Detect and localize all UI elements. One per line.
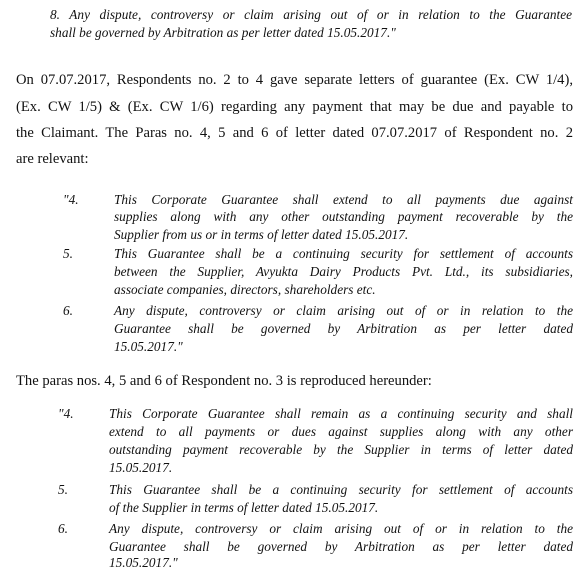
quote-line: shall be governed by Arbitration as per letter dated 15.05.2017." [50,25,396,40]
quote-line: 8. Any dispute, controversy or claim arising out of or in relation to the Guarantee [50,7,572,22]
paragraph-line: are relevant: [16,151,89,167]
paragraph-line: On 07.07.2017, Respondents no. 2 to 4 gave separate letters of guarantee (Ex. CW 1/4), [16,72,573,88]
clause-number: 5. [63,246,73,261]
paragraph-line: The paras nos. 4, 5 and 6 of Respondent no. 3 is reproduced hereunder: [16,373,432,389]
clause-line: This Corporate Guarantee shall extend to all payments due against [114,192,573,207]
clause-line: This Guarantee shall be a continuing security for settlement of accounts [114,246,573,261]
clause-line: 15.05.2017. [109,460,173,475]
clause-line: associate companies, directors, shareholders etc. [114,282,376,297]
clause-number: 6. [63,303,73,318]
clause-number: "4. [63,192,79,207]
clause-number: "4. [58,406,74,421]
clause-line: Any dispute, controversy or claim arising out of or in relation to the [114,303,573,318]
clause-line: Supplier from us or in terms of letter dated 15.05.2017. [114,227,409,242]
clause-line: Guarantee shall be governed by Arbitration as per letter dated [114,321,573,336]
clause-line: outstanding payment recoverable by the Supplier in terms of letter dated [109,442,573,457]
clause-line: This Corporate Guarantee shall remain as a continuing security and shall [109,406,573,421]
clause-number: 6. [58,521,68,536]
clause-number: 5. [58,482,68,497]
clause-line: extend to all payments or dues against supplies along with any other [109,424,573,439]
paragraph-line: the Claimant. The Paras no. 4, 5 and 6 of letter dated 07.07.2017 of Respondent no. 2 [16,125,573,141]
clause-line: This Guarantee shall be a continuing security for settlement of accounts [109,482,573,497]
clause-line: of the Supplier in terms of letter dated 15.05.2017. [109,500,379,515]
clause-line: Any dispute, controversy or claim arising out of or in relation to the [109,521,573,536]
clause-line: between the Supplier, Avyukta Dairy Products Pvt. Ltd., its subsidiaries, [114,264,573,279]
paragraph-line: (Ex. CW 1/5) & (Ex. CW 1/6) regarding any payment that may be due and payable to [16,99,573,115]
clause-line: supplies along with any other outstanding payment recoverable by the [114,209,573,224]
clause-line: 15.05.2017." [114,339,183,354]
clause-line: Guarantee shall be governed by Arbitration as per letter dated [109,539,573,554]
clause-line: 15.05.2017." [109,555,178,570]
